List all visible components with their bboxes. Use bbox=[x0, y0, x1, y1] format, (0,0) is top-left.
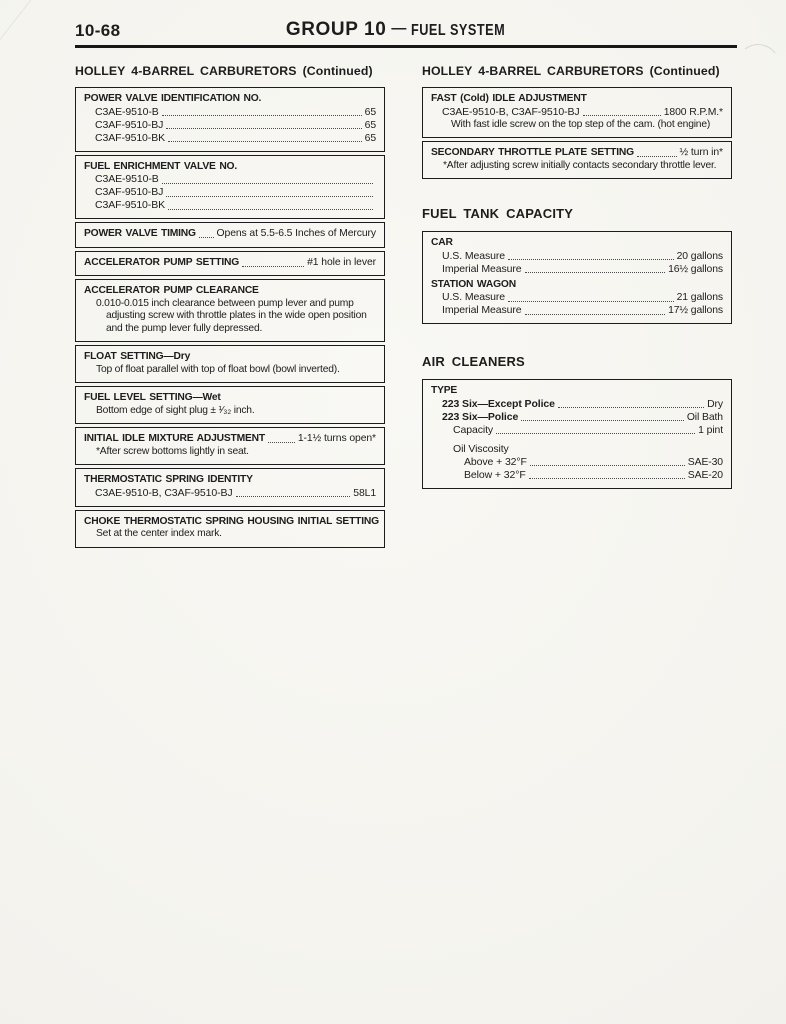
spec-box bbox=[75, 510, 385, 548]
air-cleaners-heading: AIR CLEANERS bbox=[422, 354, 525, 369]
spec-title-value: 1-1½ turns open* bbox=[297, 433, 376, 444]
fuel-tank-heading: FUEL TANK CAPACITY bbox=[422, 206, 574, 221]
spec-row-label: Imperial Measure bbox=[442, 262, 522, 275]
spec-row bbox=[431, 424, 723, 437]
right-column bbox=[422, 64, 732, 492]
spec-row-value: 58L1 bbox=[353, 487, 376, 499]
left-column bbox=[75, 64, 385, 551]
spec-section-title bbox=[84, 432, 376, 446]
spec-box bbox=[75, 427, 385, 465]
spec-title-text: POWER VALVE IDENTIFICATION NO. bbox=[84, 93, 262, 104]
spec-row bbox=[431, 304, 723, 317]
spec-row-label: C3AE-9510-B, C3AF-9510-BJ bbox=[95, 486, 233, 499]
left-spec-boxes bbox=[75, 87, 385, 548]
spec-row-label: U.S. Measure bbox=[442, 249, 505, 262]
spec-row-label: C3AF-9510-BJ bbox=[95, 186, 164, 198]
spec-row-label: Oil Viscosity bbox=[453, 442, 509, 455]
spec-box bbox=[422, 87, 732, 138]
dotted-leader bbox=[166, 196, 373, 197]
spec-row-label: U.S. Measure bbox=[442, 291, 505, 303]
spec-title-value: ½ turn in* bbox=[679, 147, 723, 158]
spec-title-text: FLOAT SETTING—Dry bbox=[84, 351, 191, 362]
spec-section-title bbox=[431, 92, 723, 106]
dotted-leader bbox=[162, 183, 373, 184]
spec-row bbox=[431, 398, 723, 411]
spec-row-label: C3AE-9510-B bbox=[95, 173, 159, 185]
spec-row bbox=[431, 263, 723, 276]
spec-row-label: C3AF-9510-BJ bbox=[95, 118, 164, 131]
spec-section-title bbox=[431, 146, 723, 160]
system-label: FUEL SYSTEM bbox=[411, 22, 506, 39]
spec-row-label: Capacity bbox=[453, 423, 494, 436]
title-dash: — bbox=[391, 20, 407, 37]
spec-section-title bbox=[84, 391, 376, 405]
dotted-leader bbox=[529, 478, 685, 479]
dotted-leader bbox=[168, 209, 373, 210]
spec-row-label: 223 Six—Police bbox=[442, 410, 519, 423]
spec-row-value: 65 bbox=[364, 106, 376, 118]
page-number: 10-68 bbox=[75, 21, 121, 40]
spec-title-text: INITIAL IDLE MIXTURE ADJUSTMENT bbox=[84, 433, 266, 444]
spec-row-value: Oil Bath bbox=[686, 411, 723, 423]
dotted-leader bbox=[525, 272, 666, 273]
spec-row-value: 1800 R.P.M.* bbox=[663, 106, 723, 118]
dotted-leader bbox=[521, 420, 684, 421]
page-corner-artifact bbox=[0, 0, 38, 42]
spec-title-value: #1 hole in lever bbox=[307, 256, 376, 268]
spec-row-label: Above + 32°F bbox=[464, 455, 527, 468]
spec-row bbox=[431, 443, 723, 456]
page-curl-artifact bbox=[733, 41, 783, 91]
spec-section-title bbox=[84, 284, 376, 298]
spec-title-text: ACCELERATOR PUMP SETTING bbox=[84, 256, 240, 268]
spec-row bbox=[84, 173, 376, 186]
spec-title-text: CAR bbox=[431, 237, 453, 248]
spec-box bbox=[422, 379, 732, 489]
spec-row-value: SAE-30 bbox=[687, 456, 723, 468]
spec-box bbox=[75, 87, 385, 152]
spec-note: Bottom edge of sight plug ± ¹⁄₃₂ inch. bbox=[96, 404, 255, 416]
page-title bbox=[75, 19, 737, 41]
spec-box bbox=[75, 251, 385, 277]
spec-section-title bbox=[431, 384, 723, 398]
spec-row-value: 21 gallons bbox=[676, 292, 723, 303]
group-label: GROUP 10 bbox=[285, 19, 387, 40]
dotted-leader bbox=[162, 115, 362, 116]
spec-note: *After adjusting screw initially contacts secondary throttle lever. bbox=[443, 159, 717, 171]
spec-note: Top of float parallel with top of float bowl (bowl inverted). bbox=[96, 363, 340, 375]
spec-title-text: TYPE bbox=[431, 385, 458, 396]
spec-box bbox=[422, 231, 732, 324]
dotted-leader bbox=[508, 259, 674, 260]
spec-title-text: FUEL LEVEL SETTING—Wet bbox=[84, 392, 221, 403]
spec-row-value: 65 bbox=[364, 132, 376, 144]
spec-row bbox=[84, 119, 376, 132]
dotted-leader bbox=[583, 115, 661, 116]
dotted-leader bbox=[236, 496, 351, 497]
spec-row-label: Imperial Measure bbox=[442, 304, 522, 316]
spec-row-value: 1 pint bbox=[698, 424, 723, 436]
spec-row bbox=[431, 469, 723, 482]
spec-row bbox=[431, 250, 723, 263]
spec-title-text: FAST (Cold) IDLE ADJUSTMENT bbox=[431, 93, 587, 104]
spec-row bbox=[431, 291, 723, 304]
fuel-tank-box bbox=[422, 231, 732, 324]
spec-note: With fast idle screw on the top step of the cam. (hot engine) bbox=[451, 118, 711, 130]
dotted-leader bbox=[168, 141, 362, 142]
spec-title-text: THERMOSTATIC SPRING IDENTITY bbox=[84, 474, 253, 485]
spec-section-title bbox=[84, 515, 379, 529]
dotted-leader bbox=[525, 314, 666, 315]
spec-row bbox=[84, 106, 376, 119]
spec-box bbox=[75, 222, 385, 248]
spec-row bbox=[84, 199, 376, 212]
spec-row-value: SAE-20 bbox=[687, 469, 723, 481]
spec-box bbox=[75, 279, 385, 342]
spec-row-label: C3AE-9510-B, C3AF-9510-BJ bbox=[442, 105, 580, 118]
spec-section-title bbox=[84, 256, 376, 270]
spec-row-label: C3AF-9510-BK bbox=[95, 199, 165, 211]
spec-section-title bbox=[84, 227, 376, 241]
spec-box bbox=[75, 345, 385, 383]
dotted-leader bbox=[558, 407, 704, 408]
spec-row bbox=[431, 106, 723, 119]
spec-box bbox=[75, 386, 385, 424]
spec-row bbox=[84, 186, 376, 199]
spec-section-title bbox=[84, 92, 376, 106]
spec-row-label: Below + 32°F bbox=[464, 468, 526, 481]
spec-box bbox=[422, 141, 732, 179]
dotted-leader bbox=[637, 156, 677, 157]
right-spec-boxes bbox=[422, 87, 732, 179]
spec-row-value: 16½ gallons bbox=[668, 263, 723, 275]
spec-row-value: Dry bbox=[707, 398, 723, 410]
spec-section-title bbox=[84, 350, 376, 364]
dotted-leader bbox=[199, 237, 214, 238]
spec-row-value: 20 gallons bbox=[676, 250, 723, 262]
spec-title-text: POWER VALVE TIMING bbox=[84, 228, 196, 239]
dotted-leader bbox=[166, 128, 361, 129]
spec-title-text: CHOKE THERMOSTATIC SPRING HOUSING INITIAL SETTING bbox=[84, 515, 379, 527]
dotted-leader bbox=[508, 301, 674, 302]
spec-note: Set at the center index mark. bbox=[96, 528, 222, 539]
spec-row bbox=[84, 132, 376, 145]
left-column-heading: HOLLEY 4-BARREL CARBURETORS (Continued) bbox=[75, 64, 373, 78]
spec-title-text: FUEL ENRICHMENT VALVE NO. bbox=[84, 160, 238, 172]
spec-section-title bbox=[84, 160, 376, 174]
spec-row-value: 65 bbox=[364, 119, 376, 131]
dotted-leader bbox=[496, 433, 695, 434]
header-rule bbox=[75, 45, 737, 48]
dotted-leader bbox=[530, 465, 685, 466]
spec-title-text: STATION WAGON bbox=[431, 278, 516, 290]
right-column-heading: HOLLEY 4-BARREL CARBURETORS (Continued) bbox=[422, 64, 720, 78]
spec-row-value: 17½ gallons bbox=[668, 305, 723, 316]
spec-note: *After screw bottoms lightly in seat. bbox=[96, 445, 249, 457]
spec-section-title bbox=[431, 278, 723, 292]
spec-title-text: SECONDARY THROTTLE PLATE SETTING bbox=[431, 147, 634, 158]
spec-row-label: 223 Six—Except Police bbox=[442, 397, 555, 410]
spec-section-title bbox=[84, 473, 376, 487]
spec-title-value: Opens at 5.5-6.5 Inches of Mercury bbox=[216, 228, 376, 239]
spec-row bbox=[84, 487, 376, 500]
spec-row-label: C3AF-9510-BK bbox=[95, 131, 165, 144]
spec-section-title bbox=[431, 236, 723, 250]
spec-row bbox=[431, 411, 723, 424]
spec-box bbox=[75, 155, 385, 220]
spec-row-label: C3AE-9510-B bbox=[95, 105, 159, 118]
spec-note: 0.010-0.015 inch clearance between pump lever and pump adjusting screw with throttle plates in the wide open position and the pump lever fully depressed. bbox=[96, 297, 367, 334]
dotted-leader bbox=[268, 442, 295, 443]
spec-title-text: ACCELERATOR PUMP CLEARANCE bbox=[84, 285, 259, 296]
dotted-leader bbox=[242, 266, 304, 267]
spec-row bbox=[431, 456, 723, 469]
spec-box bbox=[75, 468, 385, 507]
air-cleaners-box bbox=[422, 379, 732, 489]
